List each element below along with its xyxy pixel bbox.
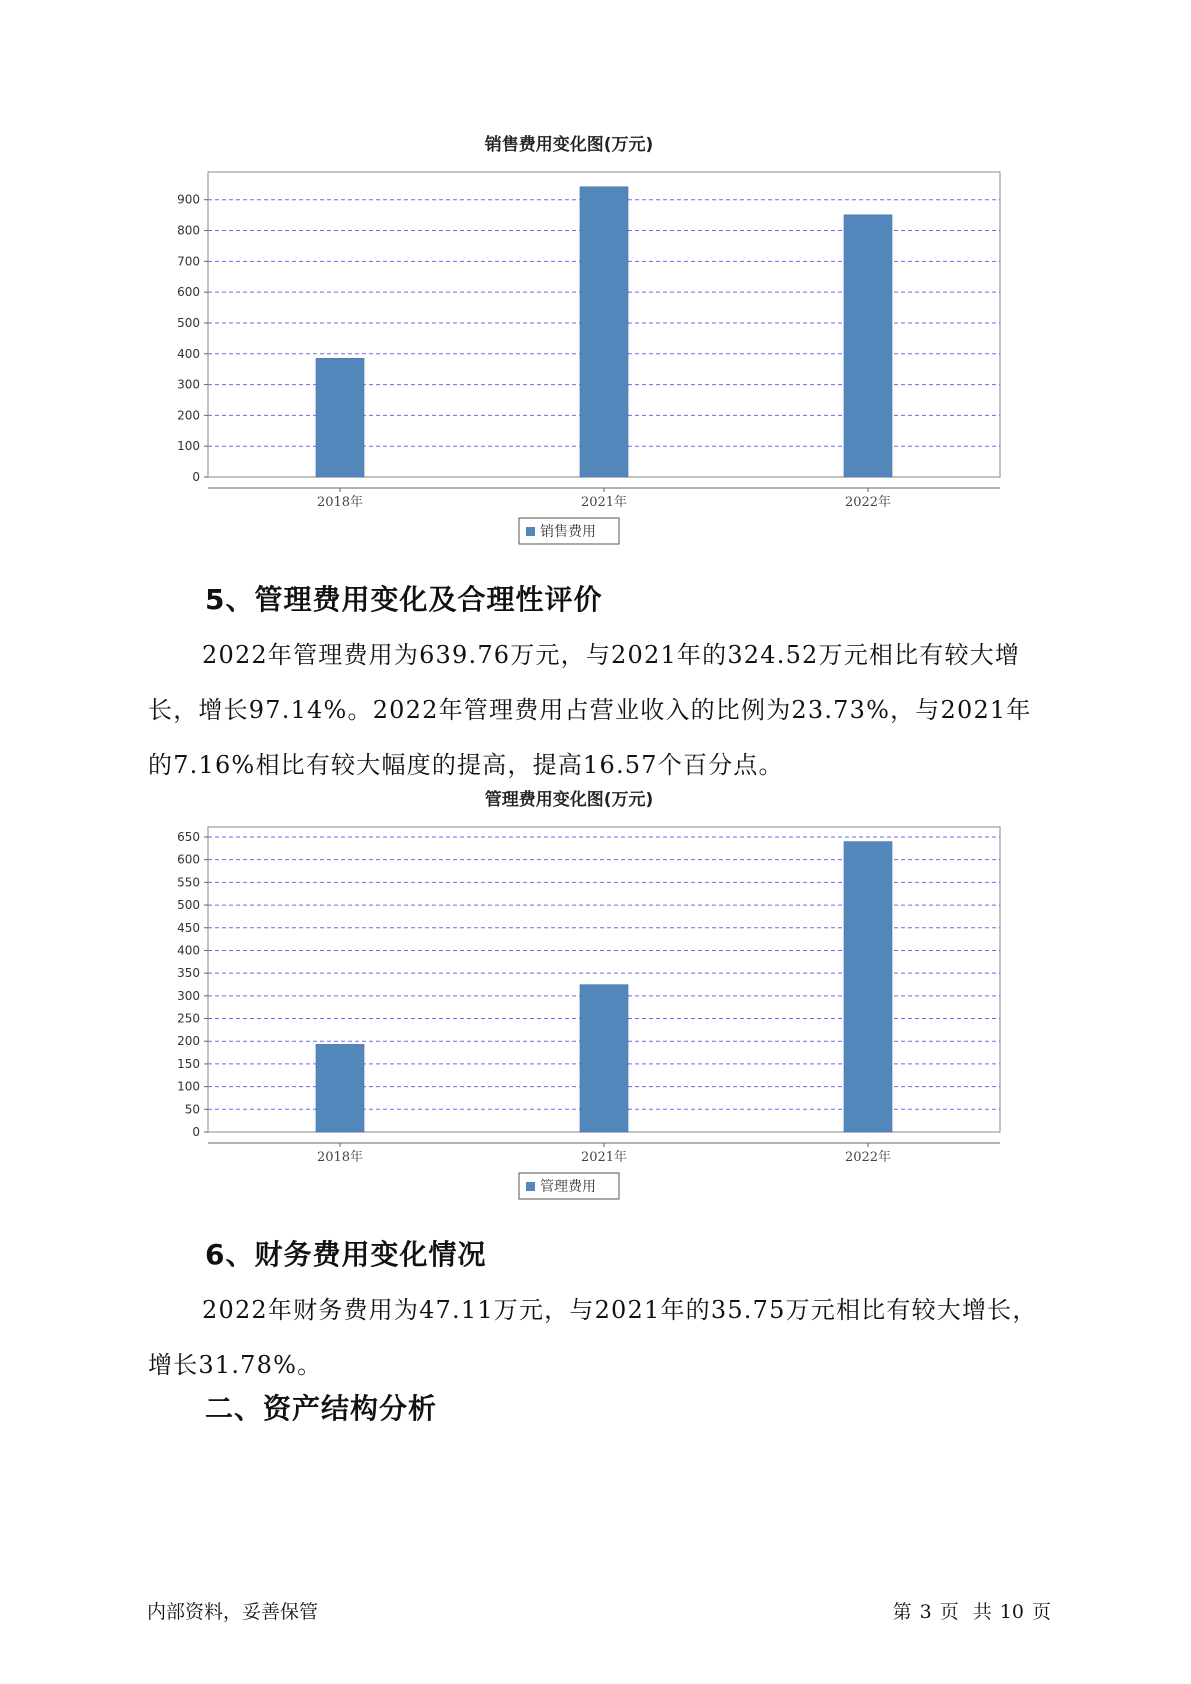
- footer-confidential-note: 内部资料，妥善保管: [147, 1601, 319, 1623]
- section-6-paragraph: 2022年财务费用为47.11万元，与2021年的35.75万元相比有较大增长，增长31.78%。: [148, 1296, 1038, 1379]
- total-suffix: 页: [1031, 1601, 1051, 1623]
- admin-y-tick-label: 350: [177, 966, 200, 981]
- page-mid: 页: [939, 1601, 959, 1623]
- total-prefix: 共: [972, 1601, 992, 1623]
- section-6-heading: 6、财务费用变化情况: [205, 1238, 487, 1271]
- admin-y-tick-label: 500: [177, 898, 200, 913]
- admin-expense-chart-svg: [150, 783, 1040, 1213]
- admin-y-tick-label: 0: [192, 1125, 200, 1139]
- sales-y-tick-label: 900: [177, 192, 200, 207]
- admin-chart-title: 管理费用变化图(万元): [484, 790, 654, 810]
- sales-x-tick-label: 2018年: [316, 495, 364, 510]
- admin-y-tick-label: 600: [177, 852, 200, 867]
- admin-x-tick-label: 2022年: [844, 1150, 892, 1165]
- sales-y-tick-label: 0: [192, 470, 200, 484]
- sales-y-tick-label: 700: [177, 254, 200, 269]
- admin-bar-1: [580, 985, 628, 1132]
- sales-legend-swatch: [526, 527, 535, 536]
- admin-y-tick-label: 300: [177, 988, 200, 1003]
- sales-y-tick-label: 300: [177, 377, 200, 392]
- admin-y-tick-label: 550: [177, 875, 200, 890]
- admin-y-tick-label: 50: [184, 1102, 200, 1117]
- sales-bar-0: [316, 358, 364, 477]
- sales-y-tick-label: 200: [177, 408, 200, 423]
- admin-expense-chart: [150, 783, 1040, 1213]
- sales-y-tick-label: 400: [177, 346, 200, 361]
- sales-y-tick-label: 500: [177, 315, 200, 330]
- admin-legend-swatch: [526, 1182, 535, 1191]
- page-current: 3: [919, 1601, 932, 1623]
- admin-legend-label: 管理费用: [540, 1179, 596, 1195]
- sales-bar-1: [580, 187, 628, 477]
- admin-bar-0: [316, 1044, 364, 1132]
- page-total: 10: [999, 1601, 1024, 1623]
- sales-legend-label: 销售费用: [540, 524, 596, 540]
- admin-x-tick-label: 2021年: [580, 1150, 628, 1165]
- sales-expense-chart-svg: [150, 128, 1040, 558]
- admin-x-tick-label: 2018年: [316, 1150, 364, 1165]
- sales-expense-chart: [150, 128, 1040, 558]
- admin-y-tick-label: 150: [177, 1056, 200, 1071]
- admin-y-tick-label: 250: [177, 1011, 200, 1026]
- sales-x-tick-label: 2022年: [844, 495, 892, 510]
- admin-y-tick-label: 650: [177, 829, 200, 844]
- sales-chart-title: 销售费用变化图(万元): [484, 135, 654, 155]
- sales-y-tick-label: 100: [177, 439, 200, 454]
- sales-y-tick-label: 600: [177, 285, 200, 300]
- sales-y-tick-label: 800: [177, 223, 200, 238]
- sales-x-tick-label: 2021年: [580, 495, 628, 510]
- admin-y-tick-label: 450: [177, 920, 200, 935]
- page-prefix: 第: [892, 1601, 912, 1623]
- footer-page-number: [889, 1597, 1055, 1624]
- admin-bar-2: [844, 842, 892, 1132]
- admin-y-tick-label: 200: [177, 1034, 200, 1049]
- sales-bar-2: [844, 215, 892, 477]
- admin-y-tick-label: 100: [177, 1079, 200, 1094]
- admin-y-tick-label: 400: [177, 943, 200, 958]
- section-5-paragraph: 2022年管理费用为639.76万元，与2021年的324.52万元相比有较大增长，增长97.14%。2022年管理费用占营业收入的比例为23.73%，与2021年的7.16%相比有较大幅度的提高，提高16.57个百分点。: [148, 641, 1032, 779]
- section-5-heading: 5、管理费用变化及合理性评价: [205, 583, 603, 616]
- section-two-heading: 二、资产结构分析: [205, 1392, 438, 1425]
